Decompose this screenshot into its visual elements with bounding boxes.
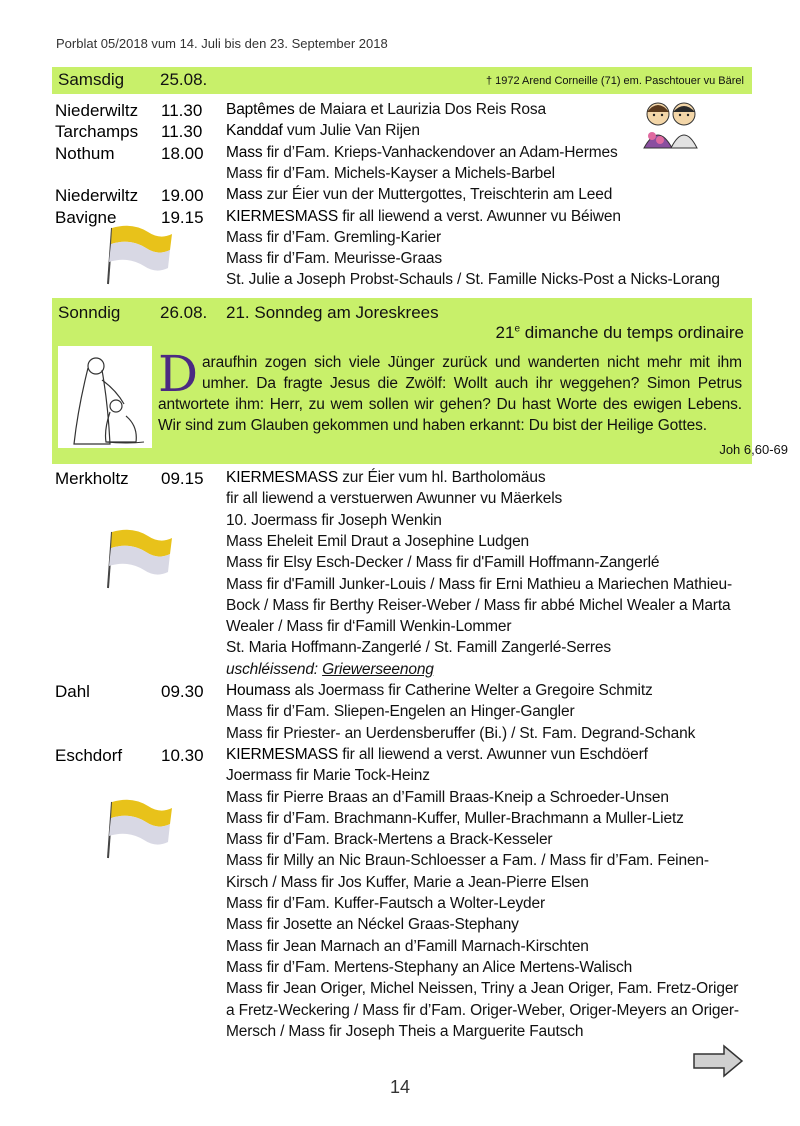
description-text: Mass fir d’Fam. Kuffer-Fautsch a Wolter-Leyder xyxy=(226,895,545,912)
description-text: als Joermass fir Catherine Welter a Gregoire Schmitz xyxy=(290,682,653,699)
schedule-row xyxy=(55,1023,755,1044)
schedule-row xyxy=(55,469,755,490)
description-text: Mass fir Milly an Nic Braun-Schloesser a Fam. / Mass fir d’Fam. Feinen- xyxy=(226,852,709,870)
place-name: Niederwiltz xyxy=(55,186,139,206)
day-name: Samsdig xyxy=(58,70,125,89)
place-name: Nothum xyxy=(55,143,115,163)
mass-description xyxy=(226,725,695,743)
italic-note: uschléissend: xyxy=(226,660,323,678)
schedule-row xyxy=(55,1002,755,1023)
description-text: de Maiara et Laurizia Dos Reis Rosa xyxy=(294,101,546,118)
mass-time: 19.00 xyxy=(161,186,204,206)
description-text: Mass fir Josette an Néckel Graas-Stephany xyxy=(226,916,519,934)
schedule-row xyxy=(55,490,755,511)
description-text: Mass Eheleit Emil Draut a Josephine Ludgen xyxy=(226,532,530,550)
mass-description xyxy=(226,1002,739,1020)
place-name: Eschdorf xyxy=(55,745,123,765)
mass-time: 18.00 xyxy=(161,143,204,163)
mass-description xyxy=(226,469,545,487)
description-text: zur Éier vum hl. Bartholomäus xyxy=(338,469,546,486)
mass-description xyxy=(226,639,611,657)
saturday-header-band xyxy=(52,67,752,94)
mass-description xyxy=(226,916,519,934)
description-text: Mass fir Priester- an Uerdensberuffer (Bi.) / St. Fam. Degrand-Schank xyxy=(226,724,696,742)
place-name: Bavigne xyxy=(55,207,117,227)
description-text: Mass fir d’Fam. Michels-Kayser a Michels-Barbel xyxy=(226,164,555,182)
flag-icon xyxy=(98,790,176,862)
service-type: KIERMESMASS xyxy=(226,745,339,763)
mass-description xyxy=(226,895,545,913)
drop-cap: D xyxy=(158,345,198,403)
description-text: a Fretz-Weckering / Mass fir d’Fam. Origer-Weber, Origer-Meyers an Origer- xyxy=(226,1001,739,1019)
schedule-row xyxy=(55,980,755,1001)
schedule-row xyxy=(55,703,755,724)
mass-time: 10.30 xyxy=(161,745,204,765)
sunday-header-band xyxy=(52,298,752,344)
mass-description xyxy=(226,490,562,508)
mass-description xyxy=(226,767,430,785)
schedule-row xyxy=(55,767,755,788)
liturgy-subtitle: 21e dimanche du temps ordinaire xyxy=(495,323,744,342)
mass-description xyxy=(226,959,632,977)
mass-description xyxy=(226,618,511,636)
description-text: zur Éier vun der Muttergottes, Treischterin am Leed xyxy=(262,186,613,204)
mass-time: 11.30 xyxy=(161,101,203,120)
description-text: Mass fir d’Fam. Brack-Mertens a Brack-Kesseler xyxy=(226,831,553,849)
mass-description xyxy=(226,980,738,998)
service-type: Baptêmes xyxy=(226,101,295,118)
mass-description xyxy=(226,703,574,721)
mass-description xyxy=(226,874,589,892)
mass-description xyxy=(226,250,442,268)
mass-description xyxy=(226,271,720,289)
mass-description xyxy=(226,789,669,807)
service-type: Kanddaf xyxy=(226,122,283,140)
place-name: Niederwiltz xyxy=(55,101,139,120)
mass-description xyxy=(226,682,653,700)
mass-description xyxy=(226,938,589,956)
description-text: Mass fir d’Fam. Brachmann-Kuffer, Muller-Brachmann a Muller-Lietz xyxy=(226,809,684,827)
description-text: Mass fir d'Famill Junker-Louis / Mass fir Erni Mathieu a Mariechen Mathieu- xyxy=(226,575,732,593)
mass-description xyxy=(226,746,648,764)
mass-time: 09.15 xyxy=(161,469,204,488)
schedule-row xyxy=(55,165,755,186)
description-text: Mass fir d’Fam. Gremling-Karier xyxy=(226,228,441,246)
service-type: Mass xyxy=(226,186,263,204)
description-text: Bock / Mass fir Berthy Reiser-Weber / Mass fir abbé Michel Wealer a Marta xyxy=(226,596,731,614)
schedule-row xyxy=(55,725,755,746)
day-date: 26.08. xyxy=(160,303,208,322)
day-date: 25.08. xyxy=(160,70,208,89)
place-name: Dahl xyxy=(55,682,90,701)
schedule-row xyxy=(55,186,755,207)
schedule-row xyxy=(55,618,755,639)
italic-highlight: Griewerseenong xyxy=(322,660,434,678)
mass-time: 19.15 xyxy=(161,207,204,227)
mass-description xyxy=(226,208,621,226)
mass-description xyxy=(226,533,529,551)
schedule-row xyxy=(55,874,755,895)
description-text: fir all liewend a verst. Awunner vu Béiwen xyxy=(338,207,621,225)
description-text: 10. Joermass fir Joseph Wenkin xyxy=(226,511,442,529)
service-type: Mass xyxy=(226,143,263,161)
mass-description xyxy=(226,512,442,530)
description-text: Kirsch / Mass fir Jos Kuffer, Marie a Jean-Pierre Elsen xyxy=(226,873,589,891)
mass-description xyxy=(226,554,659,572)
description-text: Mass fir Jean Marnach an d’Famill Marnach-Kirschten xyxy=(226,937,589,955)
description-text: Joermass fir Marie Tock-Heinz xyxy=(226,767,430,785)
service-type: KIERMESMASS xyxy=(226,469,339,486)
mass-description xyxy=(226,122,420,140)
day-name: Sonndig xyxy=(58,303,121,322)
description-text: Mersch / Mass fir Joseph Theis a Marguerite Fautsch xyxy=(226,1022,584,1040)
mass-description xyxy=(226,165,555,183)
mass-description xyxy=(226,186,612,204)
place-name: Tarchamps xyxy=(55,122,139,142)
mass-description xyxy=(226,576,732,594)
mass-description xyxy=(226,1023,583,1041)
description-text: Mass fir Pierre Braas an d’Famill Braas-Kneip a Schroeder-Unsen xyxy=(226,788,669,806)
mass-description xyxy=(226,661,434,679)
service-type: Houmass xyxy=(226,682,291,699)
description-text: fir all liewend a verstuerwen Awunner vu Mäerkels xyxy=(226,490,563,508)
schedule-row xyxy=(55,959,755,980)
description-text: fir d’Fam. Krieps-Vanhackendover an Adam-Hermes xyxy=(262,143,618,161)
mass-time: 09.30 xyxy=(161,682,204,701)
mass-description xyxy=(226,229,441,247)
schedule-row xyxy=(55,661,755,682)
schedule-row xyxy=(55,639,755,660)
flag-icon xyxy=(98,520,176,592)
schedule-row xyxy=(55,895,755,916)
place-name: Merkholtz xyxy=(55,469,129,488)
description-text: St. Julie a Joseph Probst-Schauls / St. Famille Nicks-Post a Nicks-Lorang xyxy=(226,271,720,289)
children-icon xyxy=(640,100,702,150)
description-text: Mass fir Jean Origer, Michel Neissen, Triny a Jean Origer, Fam. Fretz-Origer xyxy=(226,980,739,998)
mass-description xyxy=(226,144,618,162)
schedule-row xyxy=(55,938,755,959)
jesus-peter-icon xyxy=(58,346,152,448)
description-text: St. Maria Hoffmann-Zangerlé / St. Famill Zangerlé-Serres xyxy=(226,639,611,657)
next-page-arrow-icon[interactable] xyxy=(692,1044,744,1078)
mass-description xyxy=(226,597,730,615)
mass-description xyxy=(226,831,552,849)
description-text: Wealer / Mass fir d‘Famill Wenkin-Lommer xyxy=(226,618,512,636)
description-text: Mass fir d’Fam. Meurisse-Graas xyxy=(226,250,442,268)
description-text: vum Julie Van Rijen xyxy=(282,122,420,140)
service-type: KIERMESMASS xyxy=(226,207,339,225)
mass-description xyxy=(226,810,684,828)
gospel-reference: Joh 6,60-69 xyxy=(719,442,788,457)
schedule-row xyxy=(55,682,755,703)
page-header: Porblat 05/2018 vum 14. Juli bis den 23. September 2018 xyxy=(56,36,388,51)
mass-description xyxy=(226,852,709,870)
gospel-body: araufhin zogen sich viele Jünger zurück und wanderten nicht mehr mit ihm umher. Da fragte Jesus die Zwölf: Wollt auch ihr weggehen? Simon Petrus antwortete ihm: Herr, zu wem sollen wir gehen? Du hast Worte des ewigen Lebens. Wir sind zum Glauben gekommen und haben erkannt: Du bist der Heilige Gottes. xyxy=(158,354,742,434)
mass-time: 11.30 xyxy=(161,122,203,142)
schedule-row xyxy=(55,916,755,937)
flag-icon xyxy=(98,216,176,288)
gospel-text xyxy=(158,345,742,436)
schedule-row xyxy=(55,746,755,767)
description-text: Mass fir Elsy Esch-Decker / Mass fir d'Famill Hoffmann-Zangerlé xyxy=(226,554,660,572)
page-number: 14 xyxy=(389,1077,411,1097)
mass-description xyxy=(226,101,546,119)
schedule-row xyxy=(55,597,755,618)
description-text: Mass fir d’Fam. Sliepen-Engelen an Hinger-Gangler xyxy=(226,703,575,721)
memorial-note: † 1972 Arend Corneille (71) em. Paschtouer vu Bärel xyxy=(485,75,744,87)
liturgy-title: 21. Sonndeg am Joreskrees xyxy=(226,303,439,322)
description-text: fir all liewend a verst. Awunner vun Eschdöerf xyxy=(338,745,648,763)
description-text: Mass fir d’Fam. Mertens-Stephany an Alice Mertens-Walisch xyxy=(226,958,633,976)
